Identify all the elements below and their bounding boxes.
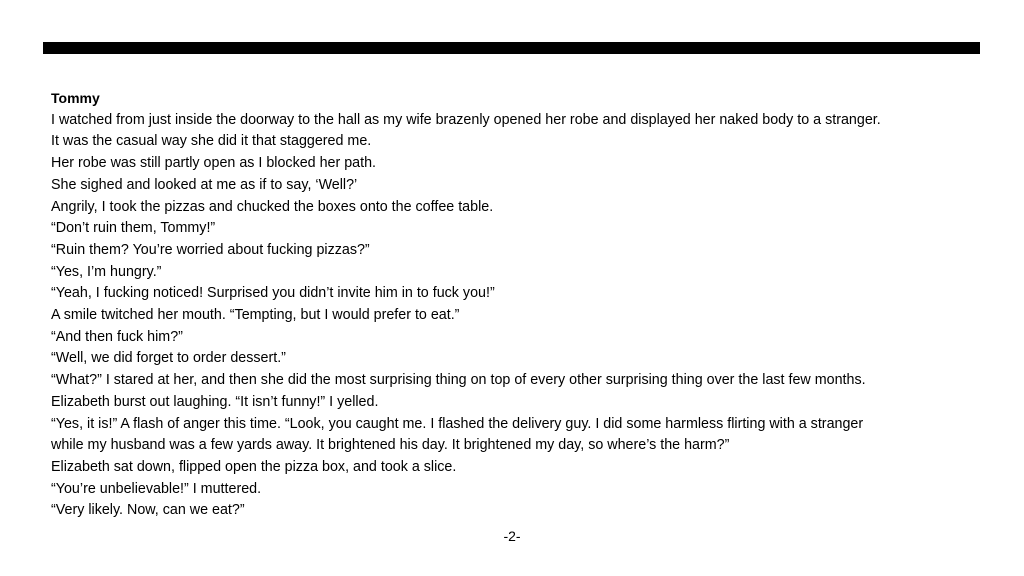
text-line: “Ruin them? You’re worried about fucking pizzas?”	[51, 241, 370, 258]
text-line: Her robe was still partly open as I blocked her path.	[51, 155, 377, 172]
text-block	[51, 88, 991, 522]
text-line: “You’re unbelievable!” I muttered.	[51, 480, 262, 497]
text-line: “Well, we did forget to order dessert.”	[51, 350, 286, 367]
text-line: She sighed and looked at me as if to say, ‘Well?’	[51, 176, 358, 193]
text-line: It was the casual way she did it that staggered me.	[51, 133, 372, 150]
text-line: “Very likely. Now, can we eat?”	[51, 502, 245, 519]
text-line: “Yeah, I fucking noticed! Surprised you didn’t invite him in to fuck you!”	[51, 285, 495, 302]
text-line: Elizabeth sat down, flipped open the pizza box, and took a slice.	[51, 458, 457, 475]
text-line: I watched from just inside the doorway to the hall as my wife brazenly opened her robe and displayed her naked body to a stranger.	[51, 111, 881, 128]
text-line: A smile twitched her mouth. “Tempting, but I would prefer to eat.”	[51, 307, 460, 324]
text-line: “What?” I stared at her, and then she did the most surprising thing on top of every other surprising thing over the last few months.	[51, 372, 866, 389]
text-line: “Yes, it is!” A flash of anger this time. “Look, you caught me. I flashed the delivery guy. I did some harmless flirting with a stranger	[51, 415, 864, 432]
top-rule	[43, 42, 980, 54]
text-line: Angrily, I took the pizzas and chucked the boxes onto the coffee table.	[51, 198, 494, 215]
text-line: “Don’t ruin them, Tommy!”	[51, 220, 216, 237]
page-number: -2-	[503, 528, 521, 544]
speaker-heading: Tommy	[51, 90, 100, 106]
text-line: “Yes, I’m hungry.”	[51, 263, 162, 280]
text-line: Elizabeth burst out laughing. “It isn’t funny!” I yelled.	[51, 393, 379, 410]
text-line: “And then fuck him?”	[51, 328, 183, 345]
text-line: while my husband was a few yards away. It brightened his day. It brightened my day, so where’s the harm?”	[51, 437, 730, 454]
